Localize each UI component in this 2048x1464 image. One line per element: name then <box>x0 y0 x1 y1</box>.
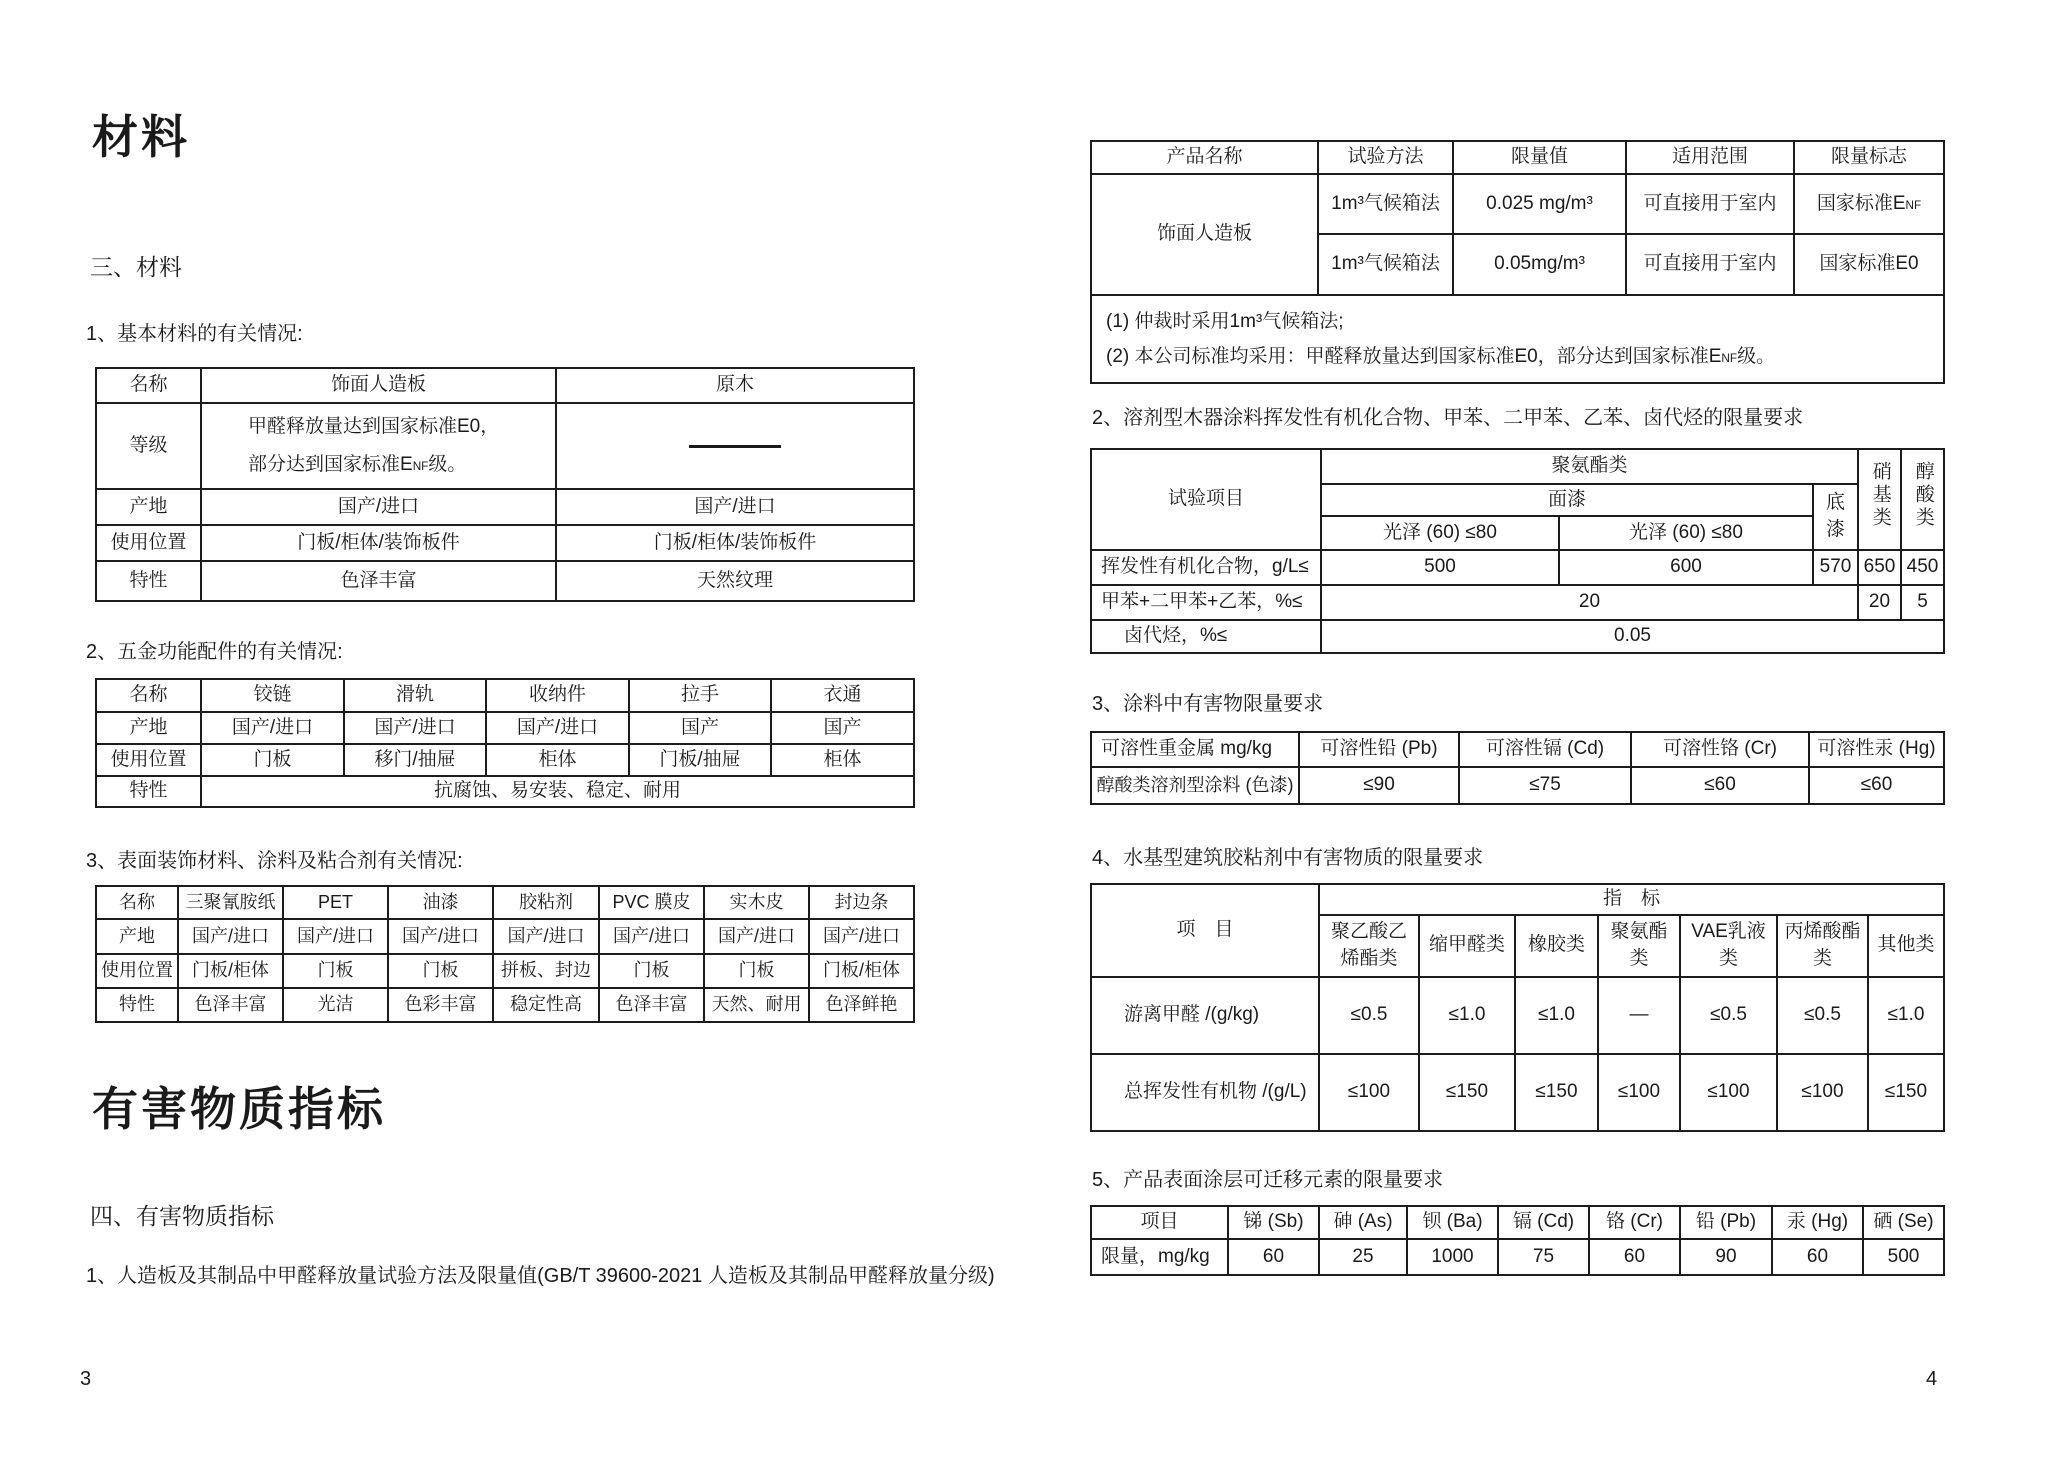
cell: 实木皮 <box>704 886 809 919</box>
header-cell: 砷 (As) <box>1319 1206 1407 1239</box>
header-cell: VAE乳液类 <box>1680 915 1777 977</box>
cell: 衣通 <box>771 679 914 712</box>
section-heading-harmful: 四、有害物质指标 <box>90 1203 274 1229</box>
table-row <box>1091 585 1944 620</box>
cell <box>556 403 914 489</box>
cell: ≤1.0 <box>1515 977 1598 1054</box>
dash-line <box>689 445 781 448</box>
cell: 650 <box>1858 550 1901 585</box>
cell: 国产/进口 <box>599 919 704 954</box>
table-row <box>96 403 914 489</box>
header-cell: 产地 <box>96 712 201 744</box>
header-cell: 底漆 <box>1813 484 1858 550</box>
cell: 封边条 <box>809 886 914 919</box>
table-row <box>96 954 914 988</box>
cell: 国产/进口 <box>344 712 486 744</box>
cell: 移门/抽屉 <box>344 744 486 776</box>
cell: ≤0.5 <box>1319 977 1419 1054</box>
subheading-migration-elements: 5、产品表面涂层可迁移元素的限量要求 <box>1092 1169 1444 1191</box>
cell: 色泽丰富 <box>599 988 704 1022</box>
table-row <box>96 919 914 954</box>
cell: 铰链 <box>201 679 344 712</box>
cell: — <box>1598 977 1680 1054</box>
header-cell: 可溶性镉 (Cd) <box>1459 732 1631 767</box>
solvent-coating-voc-table <box>1090 448 1945 654</box>
subheading-adhesive: 4、水基型建筑胶粘剂中有害物质的限量要求 <box>1092 847 1484 869</box>
cell: 饰面人造板 <box>201 368 556 403</box>
header-cell: 试验项目 <box>1091 449 1321 550</box>
cell: ≤75 <box>1459 767 1631 804</box>
cell: 国产 <box>771 712 914 744</box>
cell: 60 <box>1228 1239 1319 1275</box>
header-cell: 铬 (Cr) <box>1589 1206 1680 1239</box>
page-title-materials: 材料 <box>92 111 190 163</box>
header-cell: 特性 <box>96 561 201 601</box>
cell: 门板/柜体 <box>178 954 283 988</box>
cell: 门板 <box>704 954 809 988</box>
table-row <box>96 886 914 919</box>
header-cell: 特性 <box>96 988 178 1022</box>
cell: 色泽丰富 <box>201 561 556 601</box>
cell: 国产/进口 <box>201 489 556 525</box>
table-row <box>96 489 914 525</box>
table-row <box>96 776 914 807</box>
cell: 60 <box>1589 1239 1680 1275</box>
footnote-line-2: (2) 本公司标准均采用：甲醛释放量达到国家标准E0，部分达到国家标准ENF级。 <box>1106 346 1776 368</box>
subheading-basic-materials: 1、基本材料的有关情况: <box>86 323 303 345</box>
cell: ≤1.0 <box>1868 977 1944 1054</box>
header-cell: 使用位置 <box>96 744 201 776</box>
cell: 柜体 <box>771 744 914 776</box>
cell: 天然纹理 <box>556 561 914 601</box>
header-cell: 丙烯酸酯类 <box>1777 915 1868 977</box>
header-cell: 项目 <box>1091 1206 1228 1239</box>
cell: 门板/柜体 <box>809 954 914 988</box>
cell: 20 <box>1858 585 1901 620</box>
soluble-heavy-metals-table <box>1090 731 1945 805</box>
cell: 500 <box>1863 1239 1944 1275</box>
table-row <box>1091 767 1944 804</box>
header-cell: 锑 (Sb) <box>1228 1206 1319 1239</box>
cell: 国产/进口 <box>809 919 914 954</box>
cell: ≤100 <box>1680 1054 1777 1131</box>
cell: 国产/进口 <box>388 919 493 954</box>
header-cell: 名称 <box>96 886 178 919</box>
header-cell: 硒 (Se) <box>1863 1206 1944 1239</box>
row-label: 甲苯+二甲苯+乙苯，%≤ <box>1091 585 1321 620</box>
table-row <box>1091 550 1944 585</box>
header-cell: 橡胶类 <box>1515 915 1598 977</box>
cell: ≤100 <box>1598 1054 1680 1131</box>
cell: 国产 <box>629 712 771 744</box>
cell: ≤90 <box>1299 767 1459 804</box>
cell: ≤0.5 <box>1680 977 1777 1054</box>
table-row <box>1091 449 1944 484</box>
cell: 稳定性高 <box>493 988 599 1022</box>
cell: 门板/柜体/装饰板件 <box>201 525 556 561</box>
cell: 国产/进口 <box>556 489 914 525</box>
cell: 门板 <box>283 954 388 988</box>
table-row <box>96 988 914 1022</box>
cell: 5 <box>1901 585 1944 620</box>
table-row <box>1091 141 1944 174</box>
cell: ≤100 <box>1777 1054 1868 1131</box>
cell: 25 <box>1319 1239 1407 1275</box>
cell: ≤60 <box>1631 767 1809 804</box>
table-footnote <box>1091 295 1944 383</box>
cell: PET <box>283 886 388 919</box>
cell: 光洁 <box>283 988 388 1022</box>
header-cell: 名称 <box>96 368 201 403</box>
table-row <box>1091 620 1944 653</box>
header-cell: 指 标 <box>1319 884 1944 915</box>
cell: 国产/进口 <box>178 919 283 954</box>
table-row <box>96 679 914 712</box>
header-cell: 可溶性重金属 mg/kg <box>1091 732 1299 767</box>
cell: ≤100 <box>1319 1054 1419 1131</box>
cell: 国产/进口 <box>493 919 599 954</box>
header-cell: 可溶性铅 (Pb) <box>1299 732 1459 767</box>
cell: ≤150 <box>1868 1054 1944 1131</box>
header-cell: 醇酸类 <box>1901 449 1944 550</box>
header-cell: 限量值 <box>1453 141 1626 174</box>
cell: 0.025 mg/m³ <box>1453 174 1626 234</box>
grade-line-2: 部分达到国家标准ENF级。 <box>248 454 467 475</box>
cell: 门板 <box>201 744 344 776</box>
table-row <box>1091 884 1944 915</box>
cell: 90 <box>1680 1239 1772 1275</box>
subheading-surface: 3、表面装饰材料、涂料及粘合剂有关情况: <box>86 850 463 872</box>
cell: 胶粘剂 <box>493 886 599 919</box>
row-label: 限量，mg/kg <box>1091 1239 1228 1275</box>
table-row <box>1091 1054 1944 1131</box>
cell: ≤1.0 <box>1419 977 1515 1054</box>
header-cell: 限量标志 <box>1794 141 1944 174</box>
subheading-coating-harmful: 3、涂料中有害物限量要求 <box>1092 693 1324 715</box>
cell <box>201 403 556 489</box>
footnote-line-1: (1) 仲裁时采用1m³气候箱法; <box>1106 311 1344 332</box>
header-cell: 面漆 <box>1321 484 1813 516</box>
row-label: 卤代烃，%≤ <box>1091 620 1321 653</box>
cell: 色彩丰富 <box>388 988 493 1022</box>
cell: 450 <box>1901 550 1944 585</box>
header-cell: 聚氨酯类 <box>1321 449 1858 484</box>
cell: 1m³气候箱法 <box>1318 234 1453 295</box>
cell: 国产/进口 <box>201 712 344 744</box>
table-row <box>1091 1206 1944 1239</box>
cell: 国家标准ENF <box>1794 174 1944 234</box>
header-cell: 项 目 <box>1091 884 1319 977</box>
header-cell: 产地 <box>96 919 178 954</box>
cell: 门板 <box>599 954 704 988</box>
hardware-fittings-table <box>95 678 915 808</box>
header-cell: 聚乙酸乙烯酯类 <box>1319 915 1419 977</box>
table-row <box>96 525 914 561</box>
cell: 20 <box>1321 585 1858 620</box>
cell: 色泽鲜艳 <box>809 988 914 1022</box>
cell: 色泽丰富 <box>178 988 283 1022</box>
header-cell: 产品名称 <box>1091 141 1318 174</box>
cell: 可直接用于室内 <box>1626 174 1794 234</box>
header-cell: 使用位置 <box>96 954 178 988</box>
cell: 天然、耐用 <box>704 988 809 1022</box>
cell: 饰面人造板 <box>1091 174 1318 295</box>
header-cell: 光泽 (60) ≤80 <box>1559 516 1813 550</box>
table-row <box>96 744 914 776</box>
cell: 滑轨 <box>344 679 486 712</box>
cell: 抗腐蚀、易安装、稳定、耐用 <box>201 776 914 807</box>
header-cell: 汞 (Hg) <box>1772 1206 1863 1239</box>
row-label: 总挥发性有机物 /(g/L) <box>1091 1054 1319 1131</box>
basic-materials-table <box>95 367 915 602</box>
grade-line-1: 甲醛释放量达到国家标准E0， <box>248 416 500 437</box>
cell: ≤60 <box>1809 767 1944 804</box>
cell: 0.05mg/m³ <box>1453 234 1626 295</box>
cell: 原木 <box>556 368 914 403</box>
migration-elements-table <box>1090 1205 1945 1276</box>
formaldehyde-limit-table <box>1090 140 1945 384</box>
cell: ≤150 <box>1515 1054 1598 1131</box>
row-label: 游离甲醛 /(g/kg) <box>1091 977 1319 1054</box>
header-cell: 铅 (Pb) <box>1680 1206 1772 1239</box>
header-cell: 聚氨酯类 <box>1598 915 1680 977</box>
cell: 收纳件 <box>486 679 629 712</box>
cell: 三聚氰胺纸 <box>178 886 283 919</box>
table-row <box>1091 295 1944 383</box>
header-cell: 试验方法 <box>1318 141 1453 174</box>
cell: 柜体 <box>486 744 629 776</box>
section-heading-materials: 三、材料 <box>90 254 182 280</box>
cell: 国家标准E0 <box>1794 234 1944 295</box>
header-cell: 硝基类 <box>1858 449 1901 550</box>
waterbased-adhesive-table <box>1090 883 1945 1132</box>
cell: 500 <box>1321 550 1559 585</box>
table-row <box>1091 1239 1944 1275</box>
subheading-solvent-coatings: 2、溶剂型木器涂料挥发性有机化合物、甲苯、二甲苯、乙苯、卤代烃的限量要求 <box>1092 407 1804 429</box>
page-number-left: 3 <box>80 1368 92 1390</box>
header-cell: 名称 <box>96 679 201 712</box>
header-cell: 等级 <box>96 403 201 489</box>
table-row <box>96 561 914 601</box>
cell: 0.05 <box>1321 620 1944 653</box>
row-label: 挥发性有机化合物，g/L≤ <box>1091 550 1321 585</box>
table-row <box>96 712 914 744</box>
header-cell: 光泽 (60) ≤80 <box>1321 516 1559 550</box>
table-row <box>1091 732 1944 767</box>
header-cell: 产地 <box>96 489 201 525</box>
subheading-hardware: 2、五金功能配件的有关情况: <box>86 641 343 663</box>
header-cell: 可溶性铬 (Cr) <box>1631 732 1809 767</box>
header-cell: 镉 (Cd) <box>1498 1206 1589 1239</box>
cell: 国产/进口 <box>704 919 809 954</box>
header-cell: 特性 <box>96 776 201 807</box>
cell: 国产/进口 <box>283 919 388 954</box>
cell: 门板/柜体/装饰板件 <box>556 525 914 561</box>
header-cell: 适用范围 <box>1626 141 1794 174</box>
row-label: 醇酸类溶剂型涂料 (色漆) <box>1091 767 1299 804</box>
cell: 75 <box>1498 1239 1589 1275</box>
cell: 油漆 <box>388 886 493 919</box>
cell: 门板 <box>388 954 493 988</box>
formaldehyde-paragraph: 1、人造板及其制品中甲醛释放量试验方法及限量值(GB/T 39600-2021 人造板及其制品甲醛释放量分级) <box>86 1265 995 1287</box>
cell: 60 <box>1772 1239 1863 1275</box>
cell: 门板/抽屉 <box>629 744 771 776</box>
page-number-right: 4 <box>1926 1368 1938 1390</box>
header-cell: 其他类 <box>1868 915 1944 977</box>
header-cell: 缩甲醛类 <box>1419 915 1515 977</box>
table-row <box>1091 174 1944 234</box>
table-row <box>96 368 914 403</box>
header-cell: 使用位置 <box>96 525 201 561</box>
cell: 拼板、封边 <box>493 954 599 988</box>
cell: ≤0.5 <box>1777 977 1868 1054</box>
cell: ≤150 <box>1419 1054 1515 1131</box>
cell: 拉手 <box>629 679 771 712</box>
page-title-harmful-substances: 有害物质指标 <box>92 1083 386 1135</box>
surface-decoration-table <box>95 885 915 1023</box>
cell: 1000 <box>1407 1239 1498 1275</box>
cell: PVC 膜皮 <box>599 886 704 919</box>
header-cell: 可溶性汞 (Hg) <box>1809 732 1944 767</box>
cell: 600 <box>1559 550 1813 585</box>
cell: 570 <box>1813 550 1858 585</box>
header-cell: 钡 (Ba) <box>1407 1206 1498 1239</box>
cell: 1m³气候箱法 <box>1318 174 1453 234</box>
cell: 可直接用于室内 <box>1626 234 1794 295</box>
table-row <box>1091 977 1944 1054</box>
cell: 国产/进口 <box>486 712 629 744</box>
